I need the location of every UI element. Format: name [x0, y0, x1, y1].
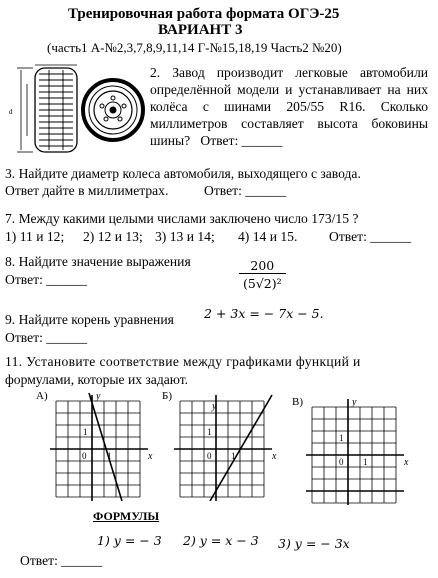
formula-2: 2) y = x − 3	[183, 533, 259, 548]
svg-text:d: d	[9, 108, 13, 116]
task3-line1: 3. Найдите диаметр колеса автомобиля, выходящего с завода.	[5, 166, 361, 181]
task7-answer: Ответ: ______	[329, 229, 412, 244]
task9-equation: 2 + 3x = − 7x − 5.	[204, 306, 324, 321]
formula-3: 3) y = − 3x	[278, 536, 350, 551]
graph-c-y-tick: 1	[339, 433, 344, 443]
graph-c-y-axis: y	[352, 397, 357, 408]
graph-b-y-tick: 1	[207, 427, 212, 437]
task9-question: 9. Найдите корень уравнения	[5, 312, 174, 327]
graph-c-label: В)	[292, 396, 303, 408]
task2-question: 2. Завод производит легковые автомобили определённой модели и устанавливает на них колёса с шинами 205/55 R16. Сколько миллиметров составляет высота боковины шины?	[150, 65, 428, 148]
graph-c-x-tick: 1	[363, 457, 368, 467]
graph-c	[290, 393, 432, 505]
graph-b-label: Б)	[162, 390, 172, 402]
graph-b-origin: 0	[207, 451, 212, 461]
graph-c-origin: 0	[339, 457, 344, 467]
task2-answer: Ответ: ______	[200, 133, 283, 148]
task11-line1: 11. Установите соответствие между графиками функций и	[5, 354, 361, 369]
graph-c-x-axis: x	[404, 457, 409, 468]
tire-illustration	[5, 64, 145, 156]
graph-a-y-axis: y	[96, 391, 101, 402]
graph-a-origin: 0	[82, 451, 87, 461]
page-title: Тренировочная работа формата ОГЭ-25	[68, 6, 340, 22]
task8-fraction	[239, 258, 286, 291]
task8-question: 8. Найдите значение выражения	[5, 254, 191, 269]
task-scope: (часть1 А-№2,3,7,8,9,11,14 Г-№15,18,19 Часть2 №20)	[47, 40, 342, 55]
graph-b-x-tick: 1	[231, 451, 236, 461]
task3-answer: Ответ: ______	[204, 183, 287, 198]
graph-b-y-axis: y	[212, 401, 217, 412]
graph-a-y-tick: 1	[83, 427, 88, 437]
task3-line2: Ответ дайте в миллиметрах.	[5, 183, 169, 198]
variant-title: ВАРИАНТ 3	[158, 22, 243, 38]
formulas-title: ФОРМУЛЫ	[93, 509, 160, 523]
task9-answer: Ответ: ______	[5, 330, 88, 345]
formula-1: 1) y = − 3	[97, 533, 162, 548]
graph-a-label: А)	[36, 390, 48, 402]
task2-text	[150, 64, 428, 149]
task7-option-3: 3) 13 и 14;	[155, 229, 215, 244]
task7-option-4: 4) 14 и 15.	[238, 229, 298, 244]
graph-a	[32, 389, 162, 501]
graph-b	[160, 389, 290, 501]
task8-denominator: (5√2)²	[239, 273, 286, 291]
task7-option-1: 1) 11 и 12;	[5, 229, 65, 244]
task8-answer: Ответ: ______	[5, 272, 88, 287]
graph-b-x-axis: x	[272, 451, 277, 462]
task11-answer: Ответ: ______	[20, 553, 103, 568]
task11-line2: формулами, которые их задают.	[5, 372, 189, 387]
task7-question: 7. Между какими целыми числами заключено число 173/15 ?	[5, 211, 359, 226]
task8-numerator: 200	[250, 258, 275, 273]
task7-option-2: 2) 12 и 13;	[83, 229, 143, 244]
graph-a-x-tick: 1	[107, 451, 112, 461]
graph-a-x-axis: x	[148, 451, 153, 462]
